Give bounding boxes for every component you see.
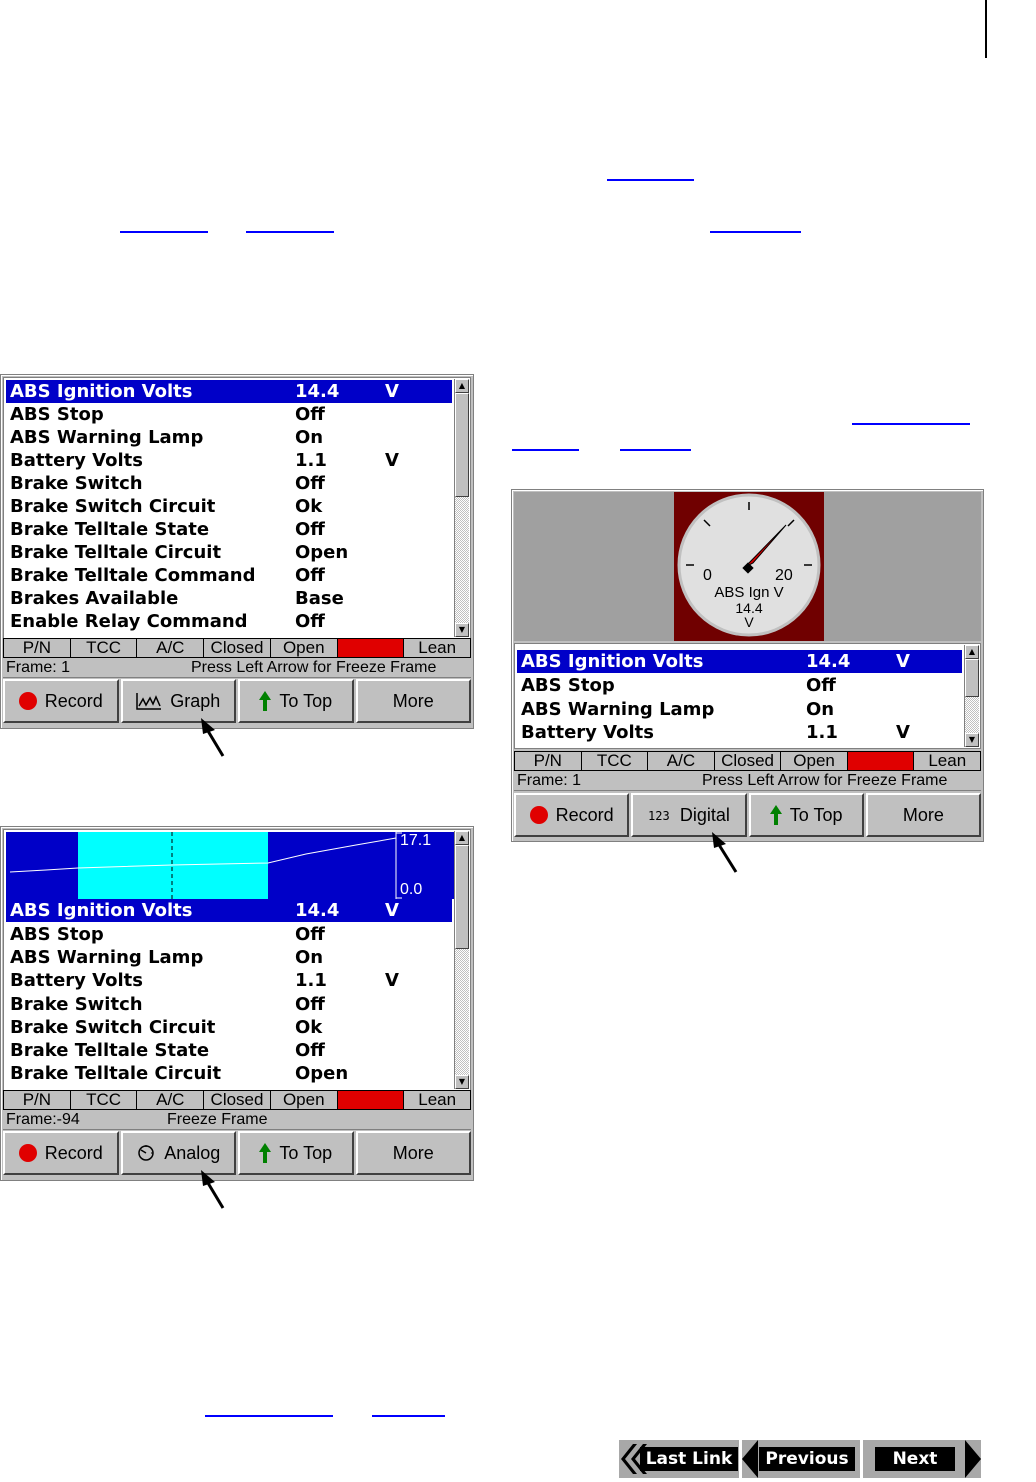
scroll-thumb[interactable]: [965, 659, 979, 697]
last-link-label: Last Link: [640, 1447, 739, 1471]
status-rich: Rich: [338, 639, 405, 657]
right-arrow-icon: [965, 1440, 981, 1478]
frame-number: Frame: 1: [517, 772, 582, 789]
graph-min: 0.0: [400, 881, 423, 898]
scroll-down-arrow-icon[interactable]: ▼: [455, 1075, 469, 1089]
left-arrow-icon: [742, 1440, 758, 1478]
more-button[interactable]: [356, 679, 472, 723]
gauge-label: ABS Ign V: [714, 584, 784, 601]
hyperlink[interactable]: [372, 1415, 445, 1417]
status-ac: A/C: [137, 639, 204, 657]
hyperlink[interactable]: [120, 231, 208, 233]
previous-button[interactable]: [742, 1440, 860, 1478]
status-rich: Rich: [338, 1091, 405, 1109]
frame-number: Frame: 1: [6, 659, 71, 676]
list-item[interactable]: ABS Stop Off: [10, 924, 325, 945]
gauge-panel: [514, 492, 981, 641]
gauge-value: 14.4: [735, 600, 763, 616]
scroll-down-arrow-icon[interactable]: ▼: [965, 733, 979, 747]
status-tcc: TCC: [582, 752, 649, 770]
data-list: [514, 643, 981, 749]
status-pn: P/N: [515, 752, 582, 770]
list-item[interactable]: Battery Volts 1.1 V: [521, 722, 910, 743]
frame-info: [3, 1110, 471, 1130]
hyperlink[interactable]: [852, 423, 970, 425]
hyperlink[interactable]: [620, 449, 691, 451]
button-bar: [3, 1131, 471, 1175]
list-item[interactable]: Brake Switch Off: [10, 473, 325, 494]
more-button[interactable]: [356, 1131, 472, 1175]
analog-gauge-icon: [136, 1143, 156, 1163]
status-pn: P/N: [4, 639, 71, 657]
scan-tool-screen-list: [0, 374, 474, 729]
list-item[interactable]: Brake Telltale Command Off: [10, 565, 325, 586]
graph-panel: [6, 832, 454, 899]
status-bar: [514, 751, 981, 771]
more-label: More: [902, 804, 944, 825]
frame-info: [3, 658, 471, 678]
list-item[interactable]: ABS Ignition Volts 14.4 V: [6, 380, 452, 403]
to-top-label: To Top: [789, 804, 843, 825]
status-lean: Lean: [418, 638, 457, 657]
record-button[interactable]: [3, 1131, 119, 1175]
status-lean: Lean: [928, 751, 967, 770]
record-button[interactable]: [514, 793, 629, 837]
more-label: More: [392, 1142, 434, 1163]
up-arrow-icon: [770, 805, 782, 825]
page-edge-rule: [985, 0, 987, 58]
frame-number: Frame:-94: [6, 1111, 80, 1128]
list-item[interactable]: ABS Stop Off: [10, 404, 325, 425]
scan-tool-screen-gauge: [511, 489, 984, 842]
button-bar: [514, 793, 981, 837]
list-item[interactable]: Brake Switch Circuit Ok: [10, 496, 323, 517]
hyperlink[interactable]: [512, 449, 579, 451]
graph-max: 17.1: [400, 832, 432, 849]
record-button[interactable]: [3, 679, 119, 723]
pointer-arrow-icon: [195, 716, 235, 760]
status-open: Open: [271, 1091, 338, 1109]
list-item[interactable]: ABS Warning Lamp On: [10, 427, 324, 448]
status-rich: Rich: [848, 752, 915, 770]
pointer-arrow-icon: [195, 1168, 235, 1212]
freeze-frame-hint: Freeze Frame: [167, 1111, 268, 1128]
up-arrow-icon: [259, 1143, 271, 1163]
to-top-label: To Top: [279, 1142, 333, 1163]
gauge-min: 0: [703, 567, 712, 584]
gauge-unit: V: [744, 614, 754, 630]
status-bar: [3, 1090, 471, 1110]
record-label: Record: [44, 1142, 103, 1163]
hyperlink[interactable]: [607, 179, 694, 181]
list-item[interactable]: Brake Telltale Circuit Open: [10, 1063, 349, 1084]
list-item[interactable]: ABS Stop Off: [521, 675, 836, 696]
list-item[interactable]: ABS Ignition Volts 14.4 V: [517, 650, 962, 673]
scan-tool-screen-graph: [0, 826, 474, 1181]
status-open: Open: [271, 639, 338, 657]
list-item[interactable]: ABS Warning Lamp On: [521, 699, 835, 720]
scrollbar[interactable]: [964, 645, 979, 747]
scroll-up-arrow-icon[interactable]: ▲: [455, 379, 469, 393]
list-item[interactable]: Brake Telltale Circuit Open: [10, 542, 349, 563]
status-tcc: TCC: [71, 1091, 138, 1109]
previous-label: Previous: [759, 1447, 854, 1471]
scroll-thumb[interactable]: [455, 393, 469, 497]
hyperlink[interactable]: [205, 1415, 333, 1417]
record-label: Record: [555, 804, 614, 825]
list-item[interactable]: Brake Telltale State Off: [10, 1040, 325, 1061]
status-tcc: TCC: [71, 639, 138, 657]
record-icon: [19, 1144, 37, 1162]
digital-label: Digital: [679, 804, 730, 825]
data-list: [3, 377, 471, 639]
scrollbar[interactable]: [454, 831, 469, 1089]
to-top-label: To Top: [279, 690, 333, 711]
list-item[interactable]: Brake Telltale State Off: [10, 519, 325, 540]
frame-info: [514, 771, 981, 791]
scrollbar[interactable]: [454, 379, 469, 637]
pointer-arrow-icon: [706, 830, 746, 874]
list-item[interactable]: ABS Warning Lamp On: [10, 947, 324, 968]
list-item[interactable]: Battery Volts 1.1 V: [10, 450, 399, 471]
to-top-button[interactable]: [238, 679, 354, 723]
analog-label: Analog: [164, 1142, 221, 1163]
graph-icon: [136, 692, 162, 710]
status-lean: Lean: [418, 1090, 457, 1109]
to-top-button[interactable]: [238, 1131, 354, 1175]
scroll-up-arrow-icon[interactable]: ▲: [455, 831, 469, 845]
gauge-frame: [674, 492, 824, 641]
status-ac: A/C: [648, 752, 715, 770]
scroll-up-arrow-icon[interactable]: ▲: [965, 645, 979, 659]
scroll-thumb[interactable]: [455, 845, 469, 949]
more-button[interactable]: [866, 793, 981, 837]
status-closed: Closed: [204, 1091, 271, 1109]
status-closed: Closed: [204, 639, 271, 657]
list-item[interactable]: Brakes Available Base: [10, 588, 344, 609]
last-link-button[interactable]: [619, 1440, 739, 1478]
status-closed: Closed: [715, 752, 782, 770]
freeze-frame-hint: Press Left Arrow for Freeze Frame: [191, 659, 437, 676]
up-arrow-icon: [259, 691, 271, 711]
next-button[interactable]: [863, 1440, 981, 1478]
more-label: More: [392, 690, 434, 711]
graph-label: Graph: [170, 690, 221, 711]
list-item[interactable]: Brake Switch Circuit Ok: [10, 1017, 323, 1038]
status-pn: P/N: [4, 1091, 71, 1109]
svg-text:123: 123: [647, 809, 670, 822]
list-item[interactable]: ABS Ignition Volts 14.4 V: [6, 899, 452, 922]
list-item[interactable]: Brake Switch Off: [10, 994, 325, 1015]
status-bar: [3, 638, 471, 658]
button-bar: [3, 679, 471, 723]
hyperlink[interactable]: [246, 231, 334, 233]
digital-icon: [648, 808, 672, 822]
record-icon: [530, 806, 548, 824]
status-open: Open: [781, 752, 848, 770]
list-item[interactable]: Enable Relay Command Off: [10, 611, 325, 632]
freeze-frame-hint: Press Left Arrow for Freeze Frame: [702, 772, 948, 789]
to-top-button[interactable]: [749, 793, 864, 837]
record-icon: [19, 692, 37, 710]
hyperlink[interactable]: [710, 231, 801, 233]
next-label: Next: [875, 1447, 956, 1471]
line-graph: [6, 832, 454, 899]
list-item[interactable]: Battery Volts 1.1 V: [10, 970, 399, 991]
data-list: [3, 829, 471, 1091]
double-left-arrow-icon: [621, 1444, 647, 1474]
status-ac: A/C: [137, 1091, 204, 1109]
scroll-down-arrow-icon[interactable]: ▼: [455, 623, 469, 637]
gauge-max: 20: [775, 567, 793, 584]
record-label: Record: [44, 690, 103, 711]
